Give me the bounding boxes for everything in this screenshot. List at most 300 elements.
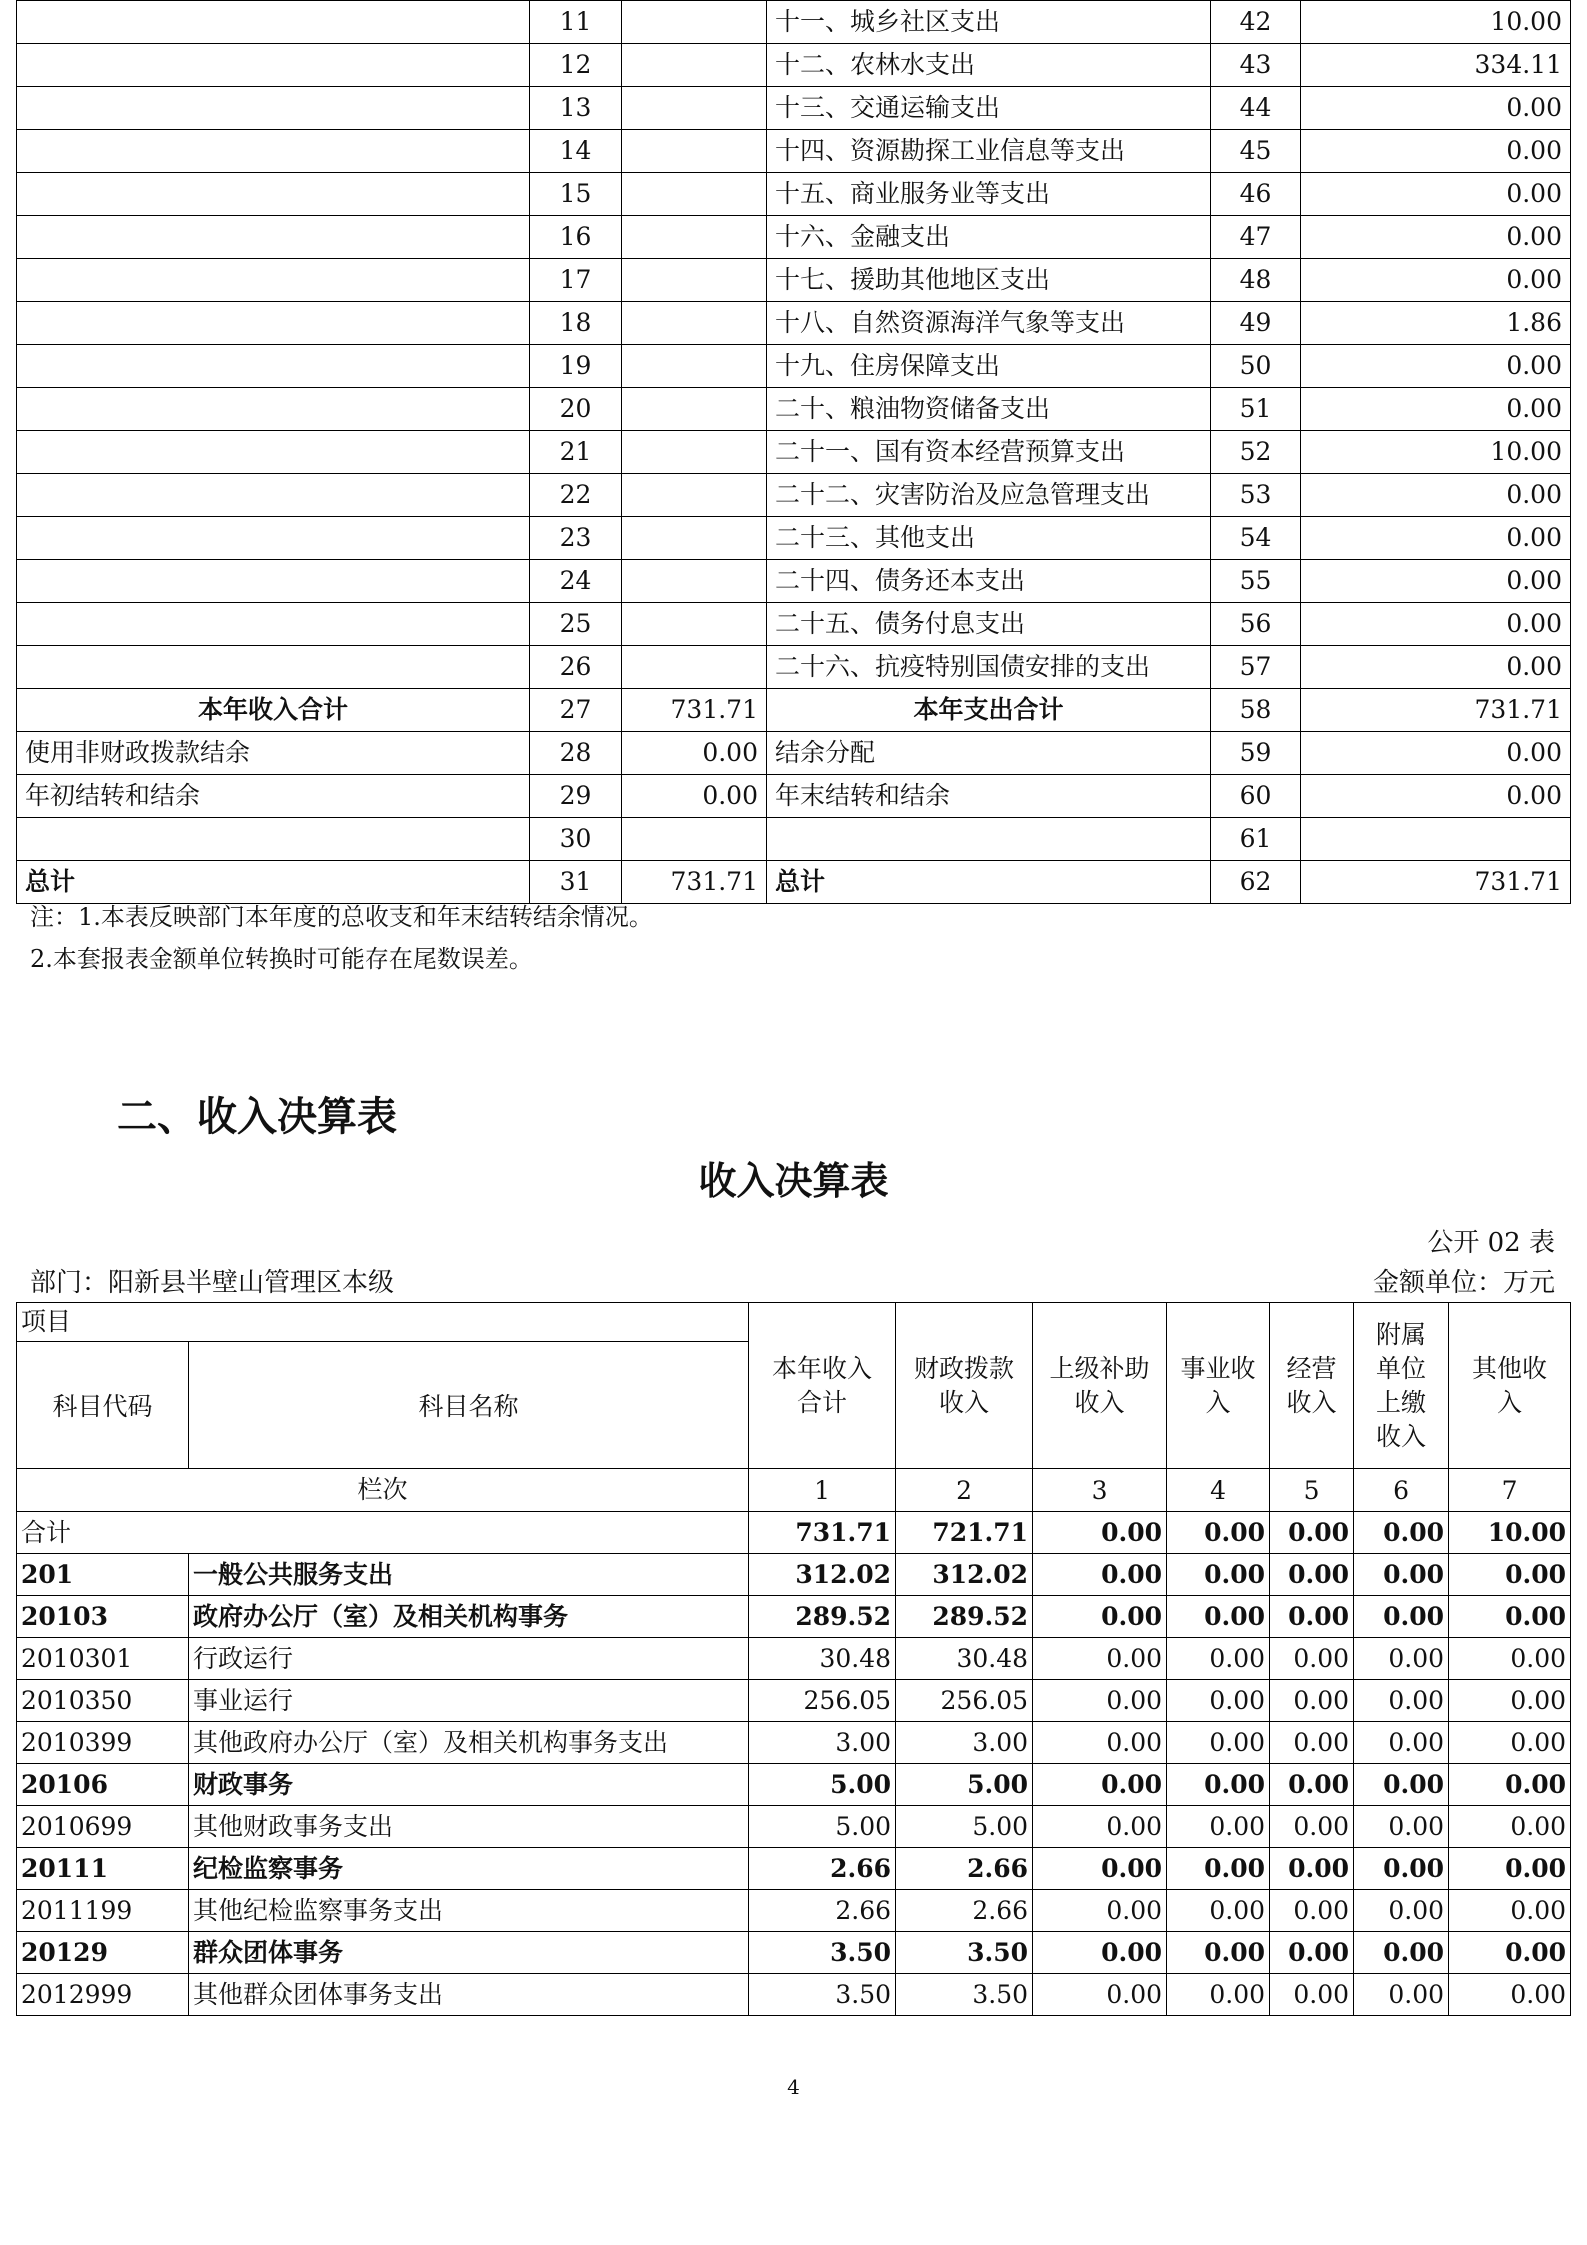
- subject-code: 2012999: [17, 1974, 189, 2016]
- table-note-1: 注：1.本表反映部门本年度的总收支和年末结转结余情况。: [30, 903, 653, 931]
- amount-cell: 0.00: [1270, 1596, 1354, 1638]
- amount-cell: 0.00: [1354, 1680, 1449, 1722]
- expense-label: 十一、城乡社区支出: [767, 1, 1211, 44]
- amount-cell: 0.00: [1449, 1974, 1571, 2016]
- amount-unit-label: 金额单位：万元: [1372, 1268, 1555, 1298]
- income-label: 使用非财政拨款结余: [17, 732, 530, 775]
- expense-value: 1.86: [1301, 302, 1571, 345]
- amount-cell: 256.05: [896, 1680, 1033, 1722]
- subject-name: 行政运行: [189, 1638, 749, 1680]
- row-number: 27: [530, 689, 622, 732]
- column-number: 7: [1449, 1469, 1571, 1512]
- table-row: [17, 1932, 1571, 1974]
- table-row: [17, 646, 1571, 689]
- total-value: 0.00: [1033, 1512, 1167, 1554]
- table-row: [17, 1890, 1571, 1932]
- amount-cell: 0.00: [1033, 1848, 1167, 1890]
- amount-cell: 30.48: [896, 1638, 1033, 1680]
- amount-cell: 0.00: [1354, 1596, 1449, 1638]
- row-number: 12: [530, 44, 622, 87]
- table-row: [17, 474, 1571, 517]
- row-number: 58: [1211, 689, 1301, 732]
- table-row: [17, 1974, 1571, 2016]
- income-value: [622, 388, 767, 431]
- subject-code: 20106: [17, 1764, 189, 1806]
- subject-name: 纪检监察事务: [189, 1848, 749, 1890]
- expense-label: 十三、交通运输支出: [767, 87, 1211, 130]
- row-number: 21: [530, 431, 622, 474]
- column-number-row: [17, 1469, 1571, 1512]
- table-row: [17, 302, 1571, 345]
- header-text: 上级补助收入: [1049, 1353, 1150, 1417]
- row-number: 23: [530, 517, 622, 560]
- subject-name: 群众团体事务: [189, 1932, 749, 1974]
- subject-name: 财政事务: [189, 1764, 749, 1806]
- income-value: [622, 560, 767, 603]
- amount-cell: 0.00: [1167, 1554, 1270, 1596]
- subject-name: 其他财政事务支出: [189, 1806, 749, 1848]
- income-label: [17, 474, 530, 517]
- amount-cell: 0.00: [1270, 1890, 1354, 1932]
- subject-name: 一般公共服务支出: [189, 1554, 749, 1596]
- amount-cell: 0.00: [1449, 1554, 1571, 1596]
- row-number: 28: [530, 732, 622, 775]
- income-value: [622, 646, 767, 689]
- row-number: 26: [530, 646, 622, 689]
- income-value: [622, 517, 767, 560]
- table-row: [17, 173, 1571, 216]
- table-row: [17, 1722, 1571, 1764]
- item-header: 项目: [17, 1303, 749, 1342]
- row-number: 43: [1211, 44, 1301, 87]
- subject-code: 2010301: [17, 1638, 189, 1680]
- row-number: 60: [1211, 775, 1301, 818]
- amount-cell: 0.00: [1167, 1596, 1270, 1638]
- table-row: [17, 1596, 1571, 1638]
- amount-cell: 0.00: [1270, 1848, 1354, 1890]
- table-row: [17, 216, 1571, 259]
- subject-code: 20103: [17, 1596, 189, 1638]
- table-row: [17, 1806, 1571, 1848]
- total-value: 731.71: [749, 1512, 896, 1554]
- table-row: [17, 818, 1571, 861]
- amount-cell: 0.00: [1449, 1806, 1571, 1848]
- table-row: [17, 431, 1571, 474]
- column-number: 3: [1033, 1469, 1167, 1512]
- income-value: [622, 87, 767, 130]
- subject-code: 2010399: [17, 1722, 189, 1764]
- amount-cell: 3.00: [896, 1722, 1033, 1764]
- income-grand-total-value: 731.71: [622, 861, 767, 904]
- income-value: [622, 431, 767, 474]
- year-income-total-value: 731.71: [622, 689, 767, 732]
- other-income-header: [1449, 1303, 1571, 1469]
- row-number: 59: [1211, 732, 1301, 775]
- row-number: 47: [1211, 216, 1301, 259]
- amount-cell: 256.05: [749, 1680, 896, 1722]
- income-final-accounts-table: [16, 1302, 1571, 2016]
- amount-cell: 0.00: [1449, 1848, 1571, 1890]
- row-number: 46: [1211, 173, 1301, 216]
- row-number: 18: [530, 302, 622, 345]
- income-expenditure-summary-table: [16, 0, 1571, 904]
- amount-cell: 3.50: [749, 1932, 896, 1974]
- amount-cell: 0.00: [1270, 1554, 1354, 1596]
- summary-totals: [17, 689, 1571, 904]
- row-number: 25: [530, 603, 622, 646]
- expense-label: 二十四、债务还本支出: [767, 560, 1211, 603]
- amount-cell: 3.50: [749, 1974, 896, 2016]
- expense-value: 334.11: [1301, 44, 1571, 87]
- empty-cell: [17, 818, 530, 861]
- row-number: 14: [530, 130, 622, 173]
- expense-value: 0.00: [1301, 775, 1571, 818]
- row-number: 45: [1211, 130, 1301, 173]
- table-row: [17, 1, 1571, 44]
- amount-cell: 0.00: [1167, 1932, 1270, 1974]
- amount-cell: 0.00: [1033, 1974, 1167, 2016]
- expense-value: 10.00: [1301, 431, 1571, 474]
- row-number: 24: [530, 560, 622, 603]
- empty-cell: [622, 818, 767, 861]
- column-number: 5: [1270, 1469, 1354, 1512]
- expense-label: 十八、自然资源海洋气象等支出: [767, 302, 1211, 345]
- expense-value: 0.00: [1301, 517, 1571, 560]
- row-number: 15: [530, 173, 622, 216]
- income-grand-total-label: 总计: [17, 861, 530, 904]
- income-label: [17, 216, 530, 259]
- expense-value: 0.00: [1301, 646, 1571, 689]
- income-value: [622, 302, 767, 345]
- amount-cell: 0.00: [1354, 1722, 1449, 1764]
- year-income-total-label: 本年收入合计: [17, 689, 530, 732]
- department-label: 部门：阳新县半壁山管理区本级: [30, 1268, 395, 1298]
- amount-cell: 0.00: [1033, 1722, 1167, 1764]
- amount-cell: 0.00: [1354, 1890, 1449, 1932]
- table-row: [17, 130, 1571, 173]
- income-label: [17, 560, 530, 603]
- table-row: [17, 1554, 1571, 1596]
- expense-value: 0.00: [1301, 87, 1571, 130]
- amount-cell: 0.00: [1270, 1638, 1354, 1680]
- expense-label: 十四、资源勘探工业信息等支出: [767, 130, 1211, 173]
- row-number: 62: [1211, 861, 1301, 904]
- expense-value: 10.00: [1301, 1, 1571, 44]
- amount-cell: 0.00: [1270, 1722, 1354, 1764]
- amount-cell: 0.00: [1270, 1974, 1354, 2016]
- fiscal-appropriation-header: [896, 1303, 1033, 1469]
- header-text: 财政拨款收入: [914, 1353, 1015, 1417]
- empty-cell: [1301, 818, 1571, 861]
- amount-cell: 312.02: [749, 1554, 896, 1596]
- income-label: [17, 259, 530, 302]
- empty-cell: [767, 818, 1211, 861]
- amount-cell: 0.00: [1354, 1848, 1449, 1890]
- expense-value: 0.00: [1301, 130, 1571, 173]
- amount-cell: 0.00: [1167, 1890, 1270, 1932]
- row-number: 29: [530, 775, 622, 818]
- amount-cell: 2.66: [896, 1890, 1033, 1932]
- page-number: 4: [787, 2075, 800, 2099]
- income-label: [17, 130, 530, 173]
- amount-cell: 30.48: [749, 1638, 896, 1680]
- table-row: [17, 1680, 1571, 1722]
- amount-cell: 3.50: [896, 1932, 1033, 1974]
- table-row: [17, 603, 1571, 646]
- amount-cell: 312.02: [896, 1554, 1033, 1596]
- table-row: [17, 259, 1571, 302]
- amount-cell: 289.52: [896, 1596, 1033, 1638]
- row-number: 50: [1211, 345, 1301, 388]
- amount-cell: 0.00: [1167, 1806, 1270, 1848]
- superior-subsidy-header: [1033, 1303, 1167, 1469]
- total-value: 0.00: [1354, 1512, 1449, 1554]
- row-number: 56: [1211, 603, 1301, 646]
- row-number: 11: [530, 1, 622, 44]
- amount-cell: 2.66: [896, 1848, 1033, 1890]
- amount-cell: 0.00: [1449, 1722, 1571, 1764]
- table-row: [17, 87, 1571, 130]
- year-expense-total-value: 731.71: [1301, 689, 1571, 732]
- column-number: 2: [896, 1469, 1033, 1512]
- expense-value: 0.00: [1301, 603, 1571, 646]
- income-label: [17, 388, 530, 431]
- amount-cell: 0.00: [1449, 1638, 1571, 1680]
- amount-cell: 0.00: [1270, 1932, 1354, 1974]
- expense-label: 结余分配: [767, 732, 1211, 775]
- amount-cell: 0.00: [1033, 1638, 1167, 1680]
- subject-code: 2011199: [17, 1890, 189, 1932]
- row-number: 48: [1211, 259, 1301, 302]
- expense-label: 二十五、债务付息支出: [767, 603, 1211, 646]
- expense-value: 0.00: [1301, 216, 1571, 259]
- table-row: [17, 44, 1571, 87]
- expense-label: 十二、农林水支出: [767, 44, 1211, 87]
- expense-grand-total-label: 总计: [767, 861, 1211, 904]
- amount-cell: 0.00: [1167, 1722, 1270, 1764]
- income-value: [622, 130, 767, 173]
- business-income-header: [1167, 1303, 1270, 1469]
- income-value: [622, 216, 767, 259]
- expense-label: 年末结转和结余: [767, 775, 1211, 818]
- header-text: 附属单位上缴收入: [1376, 1319, 1427, 1451]
- income-label: [17, 603, 530, 646]
- subject-code: 2010699: [17, 1806, 189, 1848]
- table-note-2: 2.本套报表金额单位转换时可能存在尾数误差。: [30, 945, 533, 973]
- row-number: 51: [1211, 388, 1301, 431]
- income-label: [17, 431, 530, 474]
- expense-label: 十五、商业服务业等支出: [767, 173, 1211, 216]
- income-label: [17, 517, 530, 560]
- amount-cell: 0.00: [1449, 1596, 1571, 1638]
- subject-code-header: 科目代码: [17, 1342, 189, 1469]
- amount-cell: 5.00: [896, 1764, 1033, 1806]
- row-number: 44: [1211, 87, 1301, 130]
- header-text: 本年收入合计: [772, 1353, 873, 1417]
- amount-cell: 5.00: [749, 1806, 896, 1848]
- amount-cell: 0.00: [1270, 1764, 1354, 1806]
- subject-name: 其他政府办公厅（室）及相关机构事务支出: [189, 1722, 749, 1764]
- row-number: 57: [1211, 646, 1301, 689]
- income-value: [622, 44, 767, 87]
- total-value: 721.71: [896, 1512, 1033, 1554]
- amount-cell: 2.66: [749, 1848, 896, 1890]
- expense-label: 二十二、灾害防治及应急管理支出: [767, 474, 1211, 517]
- amount-cell: 0.00: [1354, 1554, 1449, 1596]
- table-row: [17, 1638, 1571, 1680]
- row-number: 22: [530, 474, 622, 517]
- subject-code: 20129: [17, 1932, 189, 1974]
- subject-name-header: 科目名称: [189, 1342, 749, 1469]
- amount-cell: 0.00: [1033, 1806, 1167, 1848]
- row-number: 17: [530, 259, 622, 302]
- amount-cell: 0.00: [1033, 1554, 1167, 1596]
- expense-label: 十六、金融支出: [767, 216, 1211, 259]
- total-value: 10.00: [1449, 1512, 1571, 1554]
- subject-name: 政府办公厅（室）及相关机构事务: [189, 1596, 749, 1638]
- income-total-row: [17, 1512, 1571, 1554]
- income-label: [17, 302, 530, 345]
- income-label: [17, 345, 530, 388]
- header-text: 经营收入: [1286, 1353, 1337, 1417]
- amount-cell: 289.52: [749, 1596, 896, 1638]
- row-number: 55: [1211, 560, 1301, 603]
- amount-cell: 0.00: [1449, 1764, 1571, 1806]
- income-label: [17, 44, 530, 87]
- expense-label: 二十、粮油物资储备支出: [767, 388, 1211, 431]
- subject-name: 其他纪检监察事务支出: [189, 1890, 749, 1932]
- income-table-header: [17, 1303, 1571, 1512]
- row-number: 30: [530, 818, 622, 861]
- subject-code: 201: [17, 1554, 189, 1596]
- amount-cell: 0.00: [1354, 1974, 1449, 2016]
- amount-cell: 0.00: [1167, 1974, 1270, 2016]
- column-number-label: 栏次: [17, 1469, 749, 1512]
- expense-label: 二十一、国有资本经营预算支出: [767, 431, 1211, 474]
- amount-cell: 0.00: [1033, 1680, 1167, 1722]
- amount-cell: 0.00: [1167, 1764, 1270, 1806]
- subject-code: 2010350: [17, 1680, 189, 1722]
- amount-cell: 2.66: [749, 1890, 896, 1932]
- form-number: 公开 02 表: [1427, 1228, 1555, 1258]
- income-table-body: [17, 1512, 1571, 2016]
- income-value: [622, 1, 767, 44]
- row-number: 61: [1211, 818, 1301, 861]
- expense-label: 十九、住房保障支出: [767, 345, 1211, 388]
- total-value: 0.00: [1270, 1512, 1354, 1554]
- income-label: 年初结转和结余: [17, 775, 530, 818]
- total-value: 0.00: [1167, 1512, 1270, 1554]
- total-label: 合计: [17, 1512, 749, 1554]
- subject-code: 20111: [17, 1848, 189, 1890]
- amount-cell: 0.00: [1270, 1806, 1354, 1848]
- amount-cell: 0.00: [1033, 1596, 1167, 1638]
- header-text: 事业收入: [1180, 1353, 1256, 1417]
- expense-label: 二十六、抗疫特别国债安排的支出: [767, 646, 1211, 689]
- table-row: [17, 345, 1571, 388]
- amount-cell: 0.00: [1270, 1680, 1354, 1722]
- expense-label: 二十三、其他支出: [767, 517, 1211, 560]
- amount-cell: 0.00: [1033, 1890, 1167, 1932]
- income-value: [622, 474, 767, 517]
- amount-cell: 0.00: [1449, 1932, 1571, 1974]
- income-table-title: 收入决算表: [698, 1159, 889, 1203]
- section-title: 二、收入决算表: [117, 1094, 397, 1140]
- row-number: 52: [1211, 431, 1301, 474]
- row-number: 49: [1211, 302, 1301, 345]
- summary-table-body: [17, 1, 1571, 689]
- table-row: [17, 1764, 1571, 1806]
- expense-value: 0.00: [1301, 388, 1571, 431]
- expense-label: 十七、援助其他地区支出: [767, 259, 1211, 302]
- income-value: [622, 259, 767, 302]
- total-income-header: [749, 1303, 896, 1469]
- table-row: [17, 560, 1571, 603]
- table-row: [17, 775, 1571, 818]
- income-value: 0.00: [622, 732, 767, 775]
- amount-cell: 0.00: [1167, 1680, 1270, 1722]
- expense-value: 0.00: [1301, 173, 1571, 216]
- amount-cell: 5.00: [896, 1806, 1033, 1848]
- column-number: 6: [1354, 1469, 1449, 1512]
- subject-name: 其他群众团体事务支出: [189, 1974, 749, 2016]
- amount-cell: 0.00: [1167, 1848, 1270, 1890]
- row-number: 31: [530, 861, 622, 904]
- row-number: 16: [530, 216, 622, 259]
- amount-cell: 0.00: [1354, 1764, 1449, 1806]
- table-row: [17, 388, 1571, 431]
- row-number: 19: [530, 345, 622, 388]
- header-text: 其他收入: [1472, 1353, 1548, 1417]
- expense-value: 0.00: [1301, 345, 1571, 388]
- amount-cell: 3.00: [749, 1722, 896, 1764]
- column-number: 4: [1167, 1469, 1270, 1512]
- table-row: [17, 517, 1571, 560]
- amount-cell: 5.00: [749, 1764, 896, 1806]
- income-label: [17, 173, 530, 216]
- income-label: [17, 87, 530, 130]
- table-row: [17, 1848, 1571, 1890]
- expense-value: 0.00: [1301, 474, 1571, 517]
- expense-value: 0.00: [1301, 259, 1571, 302]
- amount-cell: 0.00: [1167, 1638, 1270, 1680]
- row-number: 42: [1211, 1, 1301, 44]
- income-value: [622, 603, 767, 646]
- row-number: 53: [1211, 474, 1301, 517]
- amount-cell: 0.00: [1354, 1932, 1449, 1974]
- amount-cell: 0.00: [1354, 1638, 1449, 1680]
- affiliated-unit-header: [1354, 1303, 1449, 1469]
- year-expense-total-label: 本年支出合计: [767, 689, 1211, 732]
- income-value: [622, 173, 767, 216]
- amount-cell: 0.00: [1449, 1890, 1571, 1932]
- amount-cell: 0.00: [1033, 1932, 1167, 1974]
- year-total-row: [17, 689, 1571, 732]
- income-label: [17, 1, 530, 44]
- amount-cell: 0.00: [1354, 1806, 1449, 1848]
- expense-value: 0.00: [1301, 560, 1571, 603]
- row-number: 20: [530, 388, 622, 431]
- column-number: 1: [749, 1469, 896, 1512]
- table-row: [17, 732, 1571, 775]
- subject-name: 事业运行: [189, 1680, 749, 1722]
- income-label: [17, 646, 530, 689]
- grand-total-row: [17, 861, 1571, 904]
- amount-cell: 0.00: [1449, 1680, 1571, 1722]
- expense-grand-total-value: 731.71: [1301, 861, 1571, 904]
- expense-value: 0.00: [1301, 732, 1571, 775]
- income-value: 0.00: [622, 775, 767, 818]
